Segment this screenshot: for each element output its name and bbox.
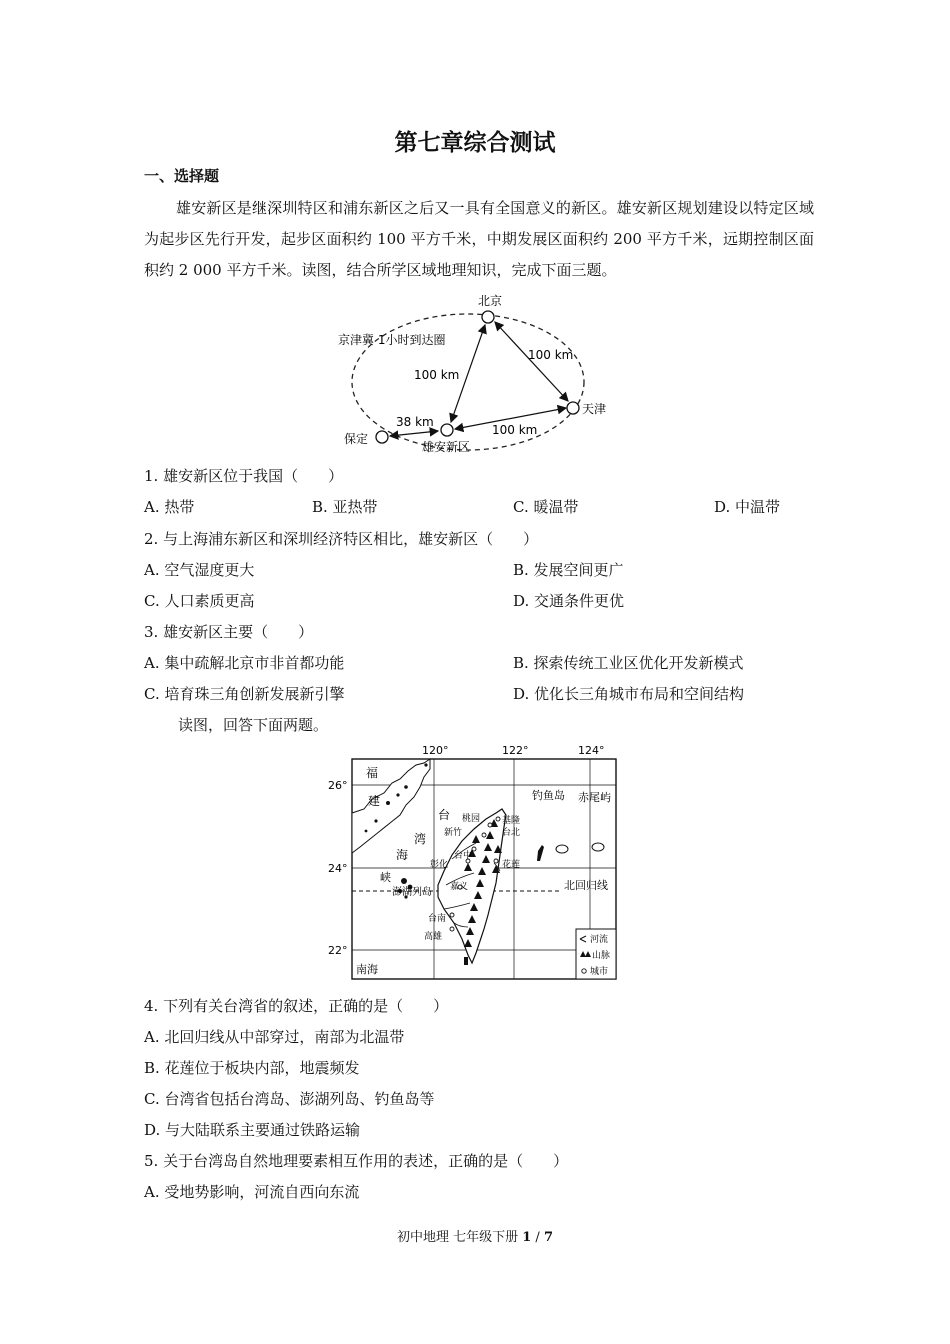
legend-river: 河流: [590, 935, 609, 945]
intro-2: 读图，回答下面两题。: [178, 716, 329, 734]
q2-option-d: D. 交通条件更优: [513, 592, 625, 610]
label-zhanghua: 彰化: [430, 860, 449, 870]
intro-paragraph: 雄安新区是继深圳特区和浦东新区之后又一具有全国意义的新区。雄安新区规划建设以特定区域为起步区先行开发，起步区面积约 100 平方千米，中期发展区面积约 200 平方千米，远期控制区面积约 2 000 平方千米。读图，结合所学区域地理知识，完成下面三题。: [144, 199, 814, 279]
footer-page: 1: [522, 1230, 532, 1245]
label-circle: 京津冀 1小时到达圈: [338, 333, 446, 347]
label-wan: 湾: [414, 832, 427, 846]
label-taizhong: 台中: [454, 851, 473, 861]
label-d-bj-tj: 100 km: [528, 348, 574, 362]
label-fu: 福: [366, 766, 379, 780]
baoding-node: [376, 431, 388, 443]
label-jiayi: 嘉义: [450, 882, 469, 892]
q2-option-a: A. 空气湿度更大: [144, 561, 255, 579]
label-beijing: 北京: [478, 294, 503, 308]
label-tainan: 台南: [428, 914, 447, 924]
lat-22-label: 22°: [328, 944, 348, 957]
label-xinzhu: 新竹: [444, 828, 463, 838]
question-5: 5. 关于台湾岛自然地理要素相互作用的表述，正确的是（ ）: [144, 1152, 569, 1170]
q1-option-b: B. 亚热带: [312, 498, 378, 516]
footer-sep: /: [531, 1230, 544, 1245]
label-xiongan: 雄安新区: [422, 440, 471, 454]
label-taoyuan: 桃园: [462, 814, 481, 824]
lat-26-label: 26°: [328, 779, 348, 792]
q4-option-a: A. 北回归线从中部穿过，南部为北温带: [144, 1028, 405, 1046]
label-gaoxiong: 高雄: [424, 932, 443, 942]
label-baoding: 保定: [344, 432, 369, 446]
label-tai: 台: [438, 808, 451, 822]
q1-option-a: A. 热带: [144, 498, 195, 516]
label-jilong: 基隆: [502, 816, 521, 826]
page-title: 第七章综合测试: [394, 130, 556, 156]
footer-total: 7: [543, 1230, 553, 1245]
xiongan-node: [441, 424, 453, 436]
q4-option-b: B. 花莲位于板块内部，地震频发: [144, 1059, 360, 1077]
q1-option-d: D. 中温带: [714, 498, 781, 516]
question-4: 4. 下列有关台湾省的叙述，正确的是（ ）: [144, 997, 449, 1015]
label-penghu: 澎湖列岛: [392, 887, 432, 898]
section-heading: 一、选择题: [144, 167, 220, 185]
q2-option-c: C. 人口素质更高: [144, 592, 255, 610]
label-xia: 峡: [380, 871, 391, 884]
q3-option-d: D. 优化长三角城市布局和空间结构: [513, 685, 745, 703]
beijing-node: [482, 311, 494, 323]
label-d-bj-xa: 100 km: [414, 368, 460, 382]
arrow-baoding-xiongan: [390, 431, 438, 436]
q5-option-a: A. 受地势影响，河流自西向东流: [144, 1183, 360, 1201]
label-jian: 建: [368, 794, 381, 808]
lon-124-label: 124°: [578, 744, 605, 757]
jingjinji-diagram: [330, 294, 607, 457]
q2-option-b: B. 发展空间更广: [513, 561, 624, 579]
q4-option-c: C. 台湾省包括台湾岛、澎湖列岛、钓鱼岛等: [144, 1090, 435, 1108]
q4-option-d: D. 与大陆联系主要通过铁路运输: [144, 1121, 361, 1139]
legend-mountain: 山脉: [592, 951, 611, 961]
label-hai: 海: [396, 848, 409, 862]
label-taibei: 台北: [502, 828, 521, 838]
q3-option-b: B. 探索传统工业区优化开发新模式: [513, 654, 744, 672]
label-tianjin: 天津: [582, 402, 607, 416]
page-footer: [0, 1226, 950, 1245]
footer-text: 初中地理 七年级下册: [396, 1230, 523, 1245]
taiwan-map: [326, 743, 622, 983]
lon-120-label: 120°: [422, 744, 449, 757]
question-2: 2. 与上海浦东新区和深圳经济特区相比，雄安新区（ ）: [144, 530, 539, 548]
q1-option-c: C. 暖温带: [513, 498, 579, 516]
q3-option-c: C. 培育珠三角创新发展新引擎: [144, 685, 345, 703]
q3-option-a: A. 集中疏解北京市非首都功能: [144, 654, 345, 672]
label-tropic: 北回归线: [564, 879, 608, 892]
label-chiwei: 赤尾屿: [578, 791, 611, 804]
lat-24-label: 24°: [328, 862, 348, 875]
tianjin-node: [567, 402, 579, 414]
legend-city: 城市: [590, 967, 609, 977]
question-1: 1. 雄安新区位于我国（ ）: [144, 467, 344, 485]
label-diaoyu: 钓鱼岛: [532, 789, 565, 802]
label-hualian: 花莲: [502, 860, 521, 870]
question-3: 3. 雄安新区主要（ ）: [144, 623, 314, 641]
label-d-bd-xa: 38 km: [396, 415, 434, 429]
label-d-xa-tj: 100 km: [492, 423, 538, 437]
label-nanhai: 南海: [356, 963, 378, 976]
lon-122-label: 122°: [502, 744, 529, 757]
